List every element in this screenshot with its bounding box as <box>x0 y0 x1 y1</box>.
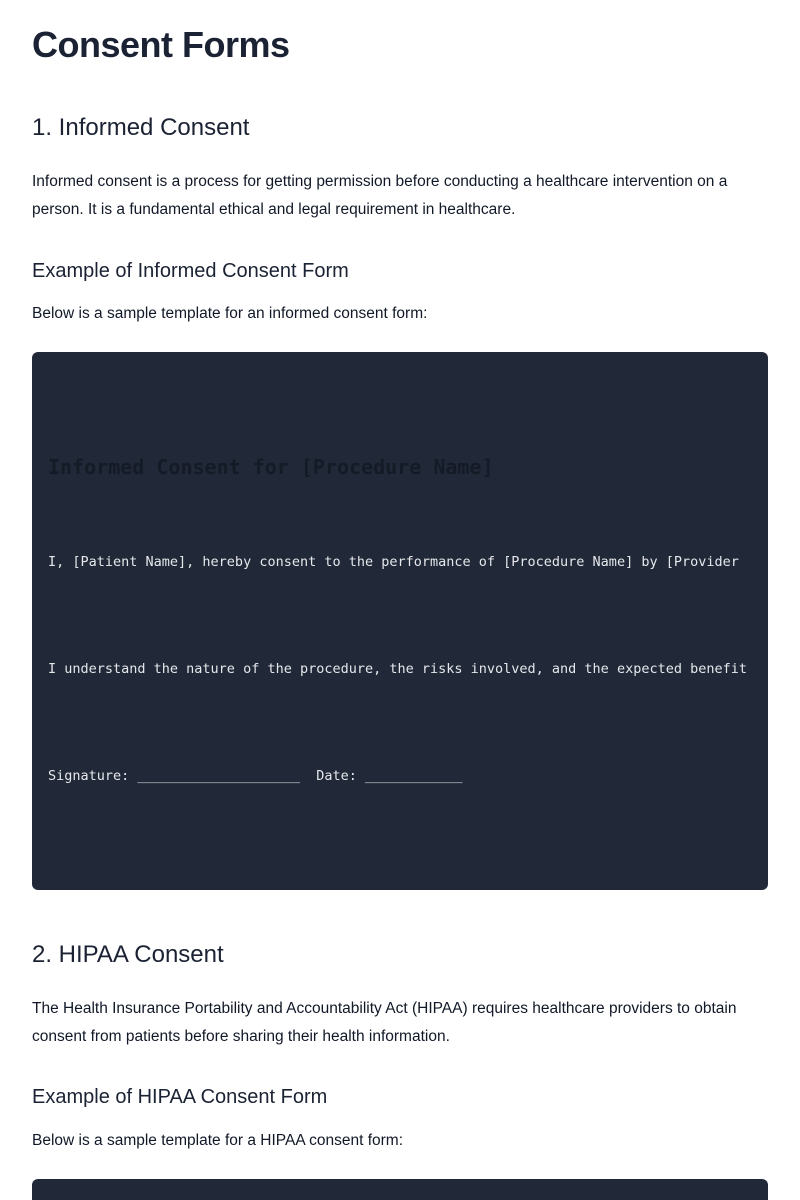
hipaa-consent-paragraph: The Health Insurance Portability and Accountability Act (HIPAA) requires healthcare providers to obtain consent from patients before sharing their health information. <box>32 1000 737 1045</box>
section-heading-hipaa-consent: 2. HIPAA Consent <box>32 941 224 968</box>
code-consent-line: I, [Patient Name], hereby consent to the performance of [Procedure Name] by [Provider <box>48 554 739 570</box>
code-form-title: Informed Consent for [Procedure Name] <box>48 455 494 479</box>
informed-consent-paragraph: Informed consent is a process for getting permission before conducting a healthcare intervention on a person. It is a fundamental ethical and legal requirement in healthcare. <box>32 173 728 218</box>
code-signature-line: Signature: ____________________ Date: ____________ <box>48 768 463 784</box>
informed-consent-code-block <box>32 352 768 890</box>
example-heading-informed-consent: Example of Informed Consent Form <box>32 260 349 282</box>
example-heading-hipaa-consent: Example of HIPAA Consent Form <box>32 1086 328 1108</box>
section-heading-informed-consent: 1. Informed Consent <box>32 114 250 141</box>
informed-consent-example-intro: Below is a sample template for an informed consent form: <box>32 305 428 322</box>
code-understanding-line: I understand the nature of the procedure, the risks involved, and the expected benefit <box>48 661 747 677</box>
page-title: Consent Forms <box>32 24 290 65</box>
hipaa-consent-code-block <box>32 1179 768 1200</box>
hipaa-consent-example-intro: Below is a sample template for a HIPAA consent form: <box>32 1132 404 1149</box>
